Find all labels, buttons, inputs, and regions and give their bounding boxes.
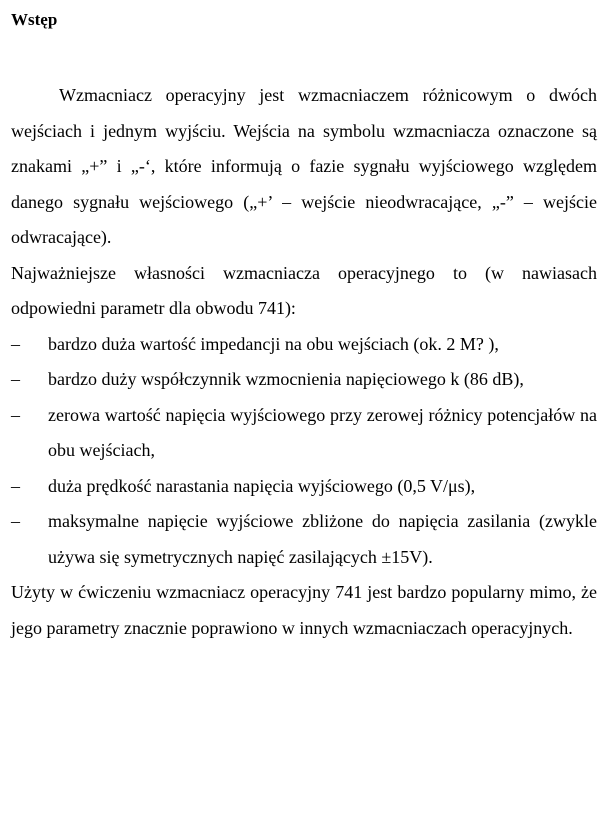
properties-intro-paragraph: Najważniejsze własności wzmacniacza operacyjnego to (w nawiasach odpowiedni parametr dla obwodu 741): <box>11 262 597 318</box>
list-item <box>11 469 597 505</box>
bullet-dash: – <box>11 404 20 425</box>
list-item-text: zerowa wartość napięcia wyjściowego przy zerowej różnicy potencjałów na obu wejściach, <box>48 404 597 460</box>
list-item-text: bardzo duży współczynnik wzmocnienia napięciowego k (86 dB), <box>48 369 524 389</box>
list-item-text: maksymalne napięcie wyjściowe zbliżone do napięcia zasilania (zwykle używa się symetrycznych napięć zasilających ±15V). <box>48 511 597 567</box>
bullet-dash: – <box>11 333 20 354</box>
list-item-text: bardzo duża wartość impedancji na obu wejściach (ok. 2 M? ), <box>48 333 499 354</box>
intro-paragraph: Wzmacniacz operacyjny jest wzmacniaczem różnicowym o dwóch wejściach i jednym wyjściu. Wejścia na symbolu wzmacniacza oznaczone są znakami „+” i „-‘, które informują o fazie sygnału wyjściowego względem danego sygnału wejściowego („+’ – wejście nieodwracające, „-” – wejście odwracające). <box>11 85 597 247</box>
section-heading: Wstęp <box>11 10 58 29</box>
closing-paragraph: Użyty w ćwiczeniu wzmacniacz operacyjny 741 jest bardzo popularny mimo, że jego parametry znacznie poprawiono w innych wzmacniaczach operacyjnych. <box>11 582 597 638</box>
list-item <box>11 504 597 575</box>
bullet-dash: – <box>11 369 20 389</box>
bullet-dash: – <box>11 475 20 496</box>
list-item <box>11 327 597 363</box>
properties-list <box>11 327 597 576</box>
list-item <box>11 362 597 398</box>
list-item-text: duża prędkość narastania napięcia wyjściowego (0,5 V/μs), <box>48 475 476 496</box>
list-item <box>11 398 597 469</box>
bullet-dash: – <box>11 511 20 531</box>
section-body <box>11 78 597 646</box>
